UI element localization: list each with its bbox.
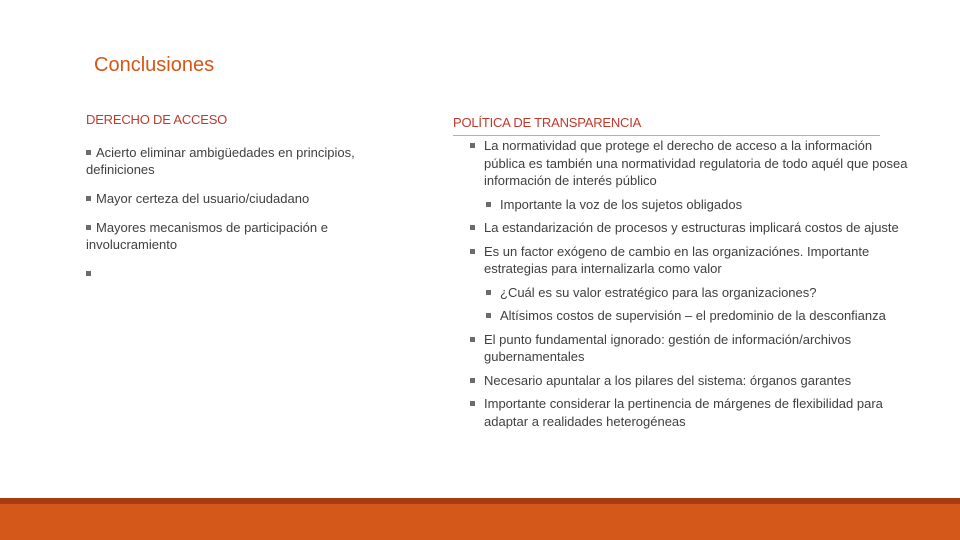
- list-item: Altísimos costos de supervisión – el predominio de la desconfianza: [486, 307, 910, 325]
- bullet-icon: [470, 401, 475, 406]
- list-item: ¿Cuál es su valor estratégico para las organizaciones?: [486, 284, 910, 302]
- bullet-icon: [486, 313, 491, 318]
- list-item: Importante considerar la pertinencia de márgenes de flexibilidad para adaptar a realidades heterogéneas: [470, 395, 910, 430]
- bullet-icon: [470, 225, 475, 230]
- list-item: La estandarización de procesos y estructuras implicará costos de ajuste: [470, 219, 910, 237]
- list-item: Importante la voz de los sujetos obligados: [486, 196, 910, 214]
- bullet-icon: [486, 202, 491, 207]
- slide-title: Conclusiones: [94, 54, 215, 76]
- bullet-icon: [86, 271, 91, 276]
- left-column-heading: DERECHO DE ACCESO: [86, 112, 228, 127]
- bullet-icon: [470, 143, 475, 148]
- list-item: Mayor certeza del usuario/ciudadano: [86, 190, 406, 207]
- list-item: La normatividad que protege el derecho de acceso a la información pública es también una normatividad regulatoria de todo aquél que posea información de interés público: [470, 137, 910, 190]
- left-bullet-list: [86, 144, 406, 294]
- list-item: Necesario apuntalar a los pilares del sistema: órganos garantes: [470, 372, 910, 390]
- bullet-icon: [470, 378, 475, 383]
- list-item: Mayores mecanismos de participación e involucramiento: [86, 220, 328, 252]
- bullet-icon: [470, 249, 475, 254]
- bullet-icon: [486, 290, 491, 295]
- bullet-icon: [86, 196, 91, 201]
- list-item: El punto fundamental ignorado: gestión de información/archivos gubernamentales: [470, 331, 910, 366]
- bullet-icon: [86, 225, 91, 230]
- right-column-heading: POLÍTICA DE TRANSPARENCIA: [453, 115, 642, 130]
- right-bullet-list: [470, 137, 910, 436]
- bullet-icon: [86, 150, 91, 155]
- footer-band: [0, 504, 960, 540]
- list-item: Es un factor exógeno de cambio en las organizaciónes. Importante estrategias para internalizarla como valor: [470, 243, 910, 278]
- list-item: Acierto eliminar ambigüedades en principios, definiciones: [86, 145, 355, 177]
- heading-divider: [453, 135, 880, 136]
- bullet-icon: [470, 337, 475, 342]
- list-item: [86, 265, 406, 282]
